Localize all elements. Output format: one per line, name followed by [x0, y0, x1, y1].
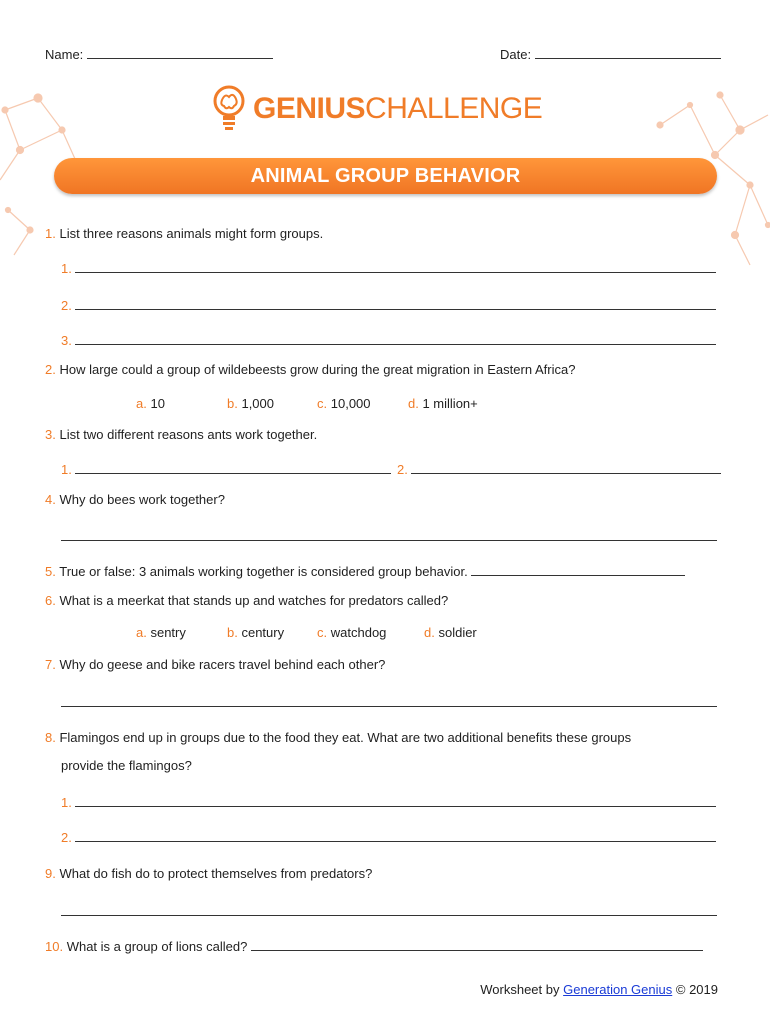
q2-option-d[interactable]: d. 1 million+	[408, 396, 478, 411]
name-blank[interactable]	[87, 47, 273, 59]
date-field[interactable]	[500, 47, 721, 63]
question-2: 2. How large could a group of wildebeests grow during the great migration in Eastern Africa?	[45, 362, 576, 377]
q1-answer-line-1[interactable]: 1.	[61, 261, 716, 277]
q7-answer-line[interactable]	[61, 706, 717, 707]
footer-credit: Worksheet by Generation Genius © 2019	[480, 982, 718, 997]
question-4: 4. Why do bees work together?	[45, 492, 225, 507]
date-blank[interactable]	[535, 47, 721, 59]
lightbulb-brain-icon	[213, 84, 245, 134]
q6-option-c[interactable]: c. watchdog	[317, 625, 387, 640]
q2-option-b[interactable]: b. 1,000	[227, 396, 275, 411]
q6-option-a[interactable]: a. sentry	[136, 625, 186, 640]
question-7: 7. Why do geese and bike racers travel behind each other?	[45, 657, 386, 672]
question-3: 3. List two different reasons ants work together.	[45, 427, 318, 442]
question-1: 1. List three reasons animals might form groups.	[45, 226, 324, 241]
logo-wordmark: GENIUSCHALLENGE	[253, 92, 543, 125]
worksheet-title: ANIMAL GROUP BEHAVIOR	[250, 164, 521, 187]
title-banner	[54, 158, 717, 194]
name-label: Name:	[45, 47, 84, 62]
question-10: 10. What is a group of lions called?	[45, 939, 703, 955]
q2-option-c[interactable]: c. 10,000	[317, 396, 371, 411]
name-field[interactable]	[45, 47, 273, 63]
question-5: 5. True or false: 3 animals working together is considered group behavior.	[45, 564, 685, 580]
question-8-continued: provide the flamingos?	[61, 758, 192, 773]
generation-genius-link[interactable]: Generation Genius	[563, 982, 673, 997]
q6-option-d[interactable]: d. soldier	[424, 625, 477, 640]
date-label: Date:	[500, 47, 532, 62]
question-6: 6. What is a meerkat that stands up and watches for predators called?	[45, 593, 449, 608]
q2-option-a[interactable]: a. 10	[136, 396, 165, 411]
question-9: 9. What do fish do to protect themselves from predators?	[45, 866, 373, 881]
question-8: 8. Flamingos end up in groups due to the food they eat. What are two additional benefits these groups	[45, 730, 632, 745]
q6-option-b[interactable]: b. century	[227, 625, 285, 640]
q8-answer-line-1[interactable]: 1.	[61, 795, 716, 811]
q5-answer-blank[interactable]	[471, 564, 685, 576]
q10-answer-blank[interactable]	[251, 939, 703, 951]
q3-answer-line-1[interactable]: 1.	[61, 462, 391, 478]
q8-answer-line-2[interactable]: 2.	[61, 830, 716, 846]
q3-answer-line-2[interactable]: 2.	[397, 462, 721, 478]
q4-answer-line[interactable]	[61, 540, 717, 541]
q1-answer-line-3[interactable]: 3.	[61, 333, 716, 349]
genius-challenge-logo	[213, 83, 542, 135]
q9-answer-line[interactable]	[61, 915, 717, 916]
q1-answer-line-2[interactable]: 2.	[61, 298, 716, 314]
